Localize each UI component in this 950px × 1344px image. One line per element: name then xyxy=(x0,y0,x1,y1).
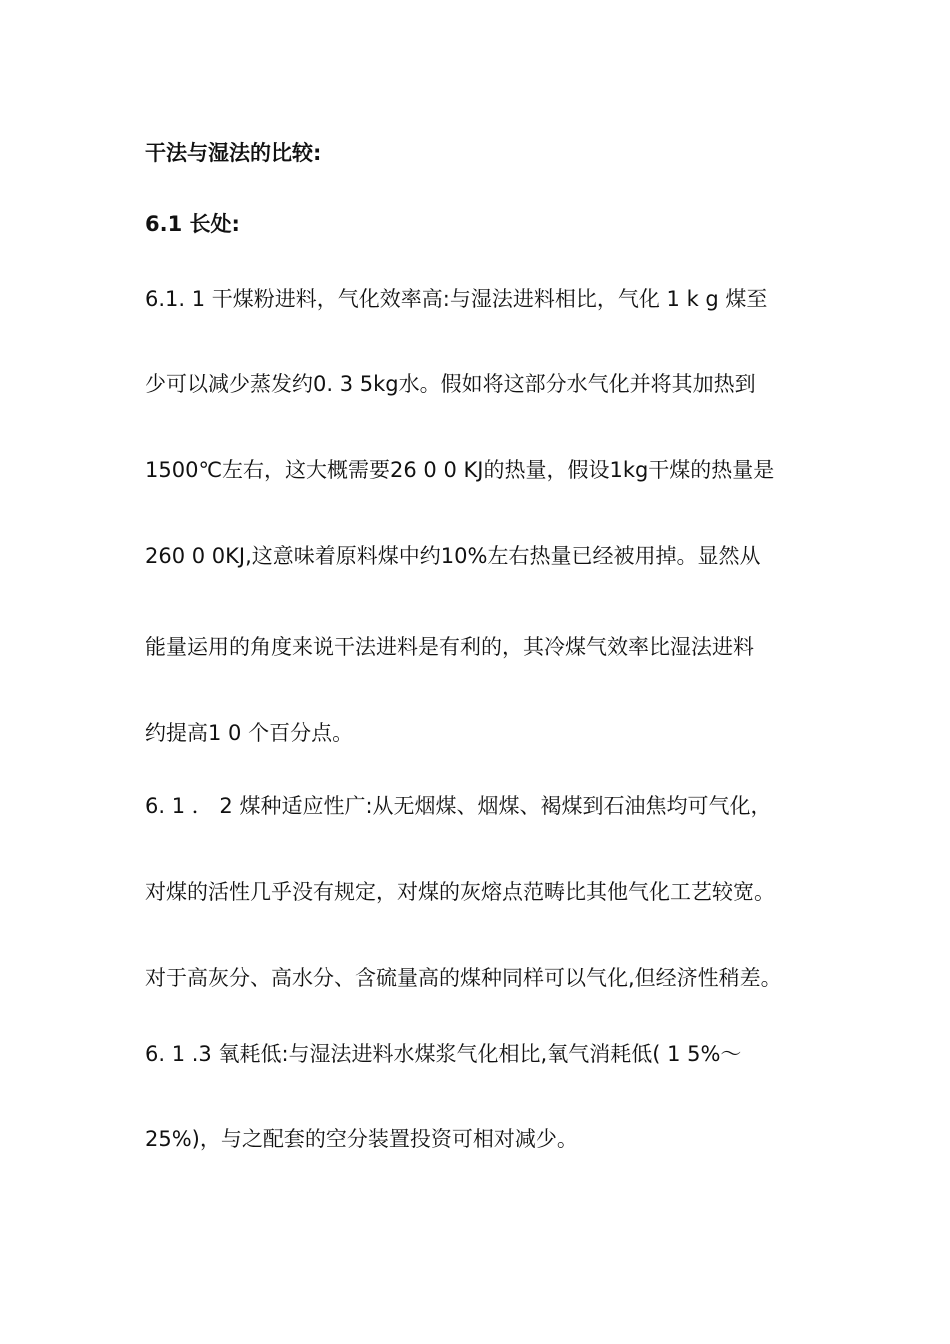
paragraph-line: 25%)，与之配套的空分装置投资可相对减少。 xyxy=(145,1127,578,1151)
paragraph-line: 260 0 0KJ,这意味着原料煤中约10%左右热量已经被用掉。显然从 xyxy=(145,544,761,568)
paragraph-line: 少可以减少蒸发约0. 3 5kg水。假如将这部分水气化并将其加热到 xyxy=(145,372,756,396)
paragraph-line: 约提高1 0 个百分点。 xyxy=(145,721,354,745)
paragraph-line: 1500℃左右，这大概需要26 0 0 KJ的热量，假设1kg干煤的热量是 xyxy=(145,458,775,482)
paragraph-line: 6.1. 1 干煤粉进料，气化效率高:与湿法进料相比，气化 1 k g 煤至 xyxy=(145,287,768,311)
paragraph-line: 能量运用的角度来说干法进料是有利的，其冷煤气效率比湿法进料 xyxy=(145,635,754,659)
paragraph-line: 对于高灰分、高水分、含硫量高的煤种同样可以气化,但经济性稍差。 xyxy=(145,966,782,990)
paragraph-line: 6. 1 ． 2 煤种适应性广:从无烟煤、烟煤、褐煤到石油焦均可气化， xyxy=(145,794,772,818)
paragraph-line: 对煤的活性几乎没有规定，对煤的灰熔点范畴比其他气化工艺较宽。 xyxy=(145,880,775,904)
section-heading: 6.1 长处: xyxy=(145,212,240,236)
paragraph-line: 6. 1 .3 氧耗低:与湿法进料水煤浆气化相比,氧气消耗低( 1 5%～ xyxy=(145,1042,742,1066)
document-title: 干法与湿法的比较: xyxy=(145,141,322,165)
